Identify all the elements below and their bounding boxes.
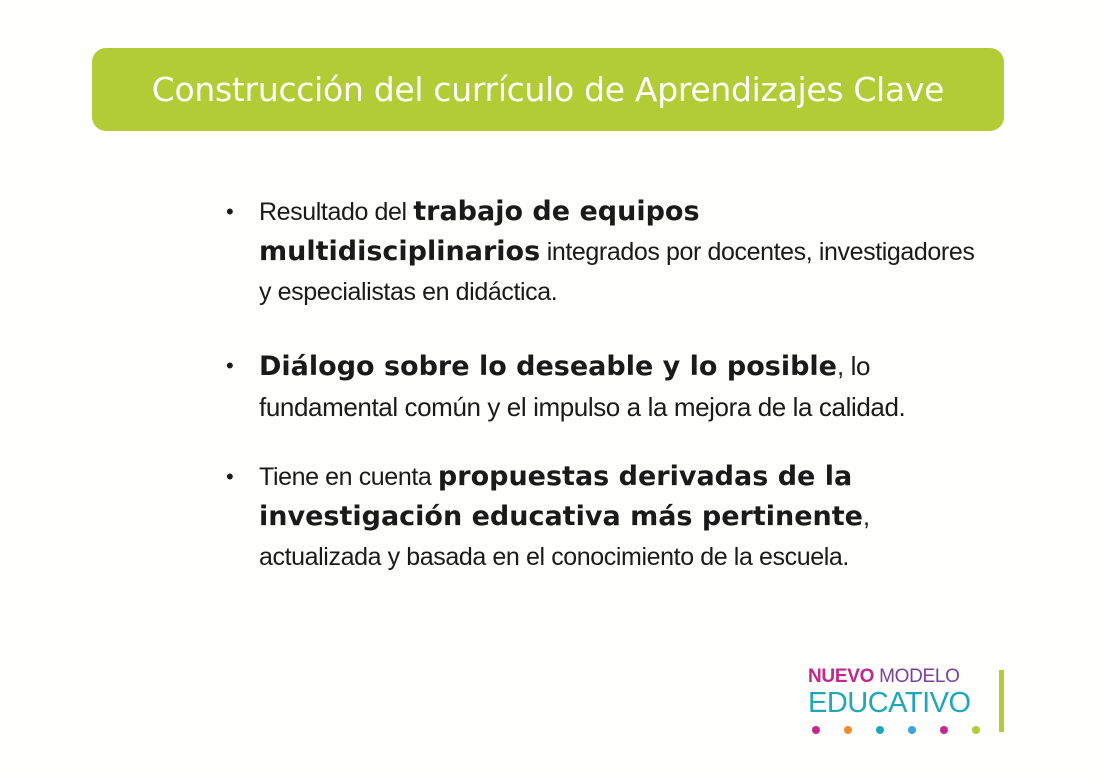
logo-dot-2 (844, 726, 852, 734)
nuevo-modelo-educativo-logo (808, 666, 1008, 740)
bullet-list (224, 192, 984, 577)
title-banner (92, 48, 1004, 131)
logo-word-modelo: MODELO (879, 666, 960, 687)
logo-dot-5 (940, 726, 948, 734)
bullet-marker: • (226, 353, 234, 378)
logo-word-nuevo: NUEVO (808, 666, 875, 687)
bullet-item-1 (224, 192, 984, 312)
logo-dot-3 (876, 726, 884, 734)
bullet-marker: • (226, 464, 234, 489)
logo-dot-1 (812, 726, 820, 734)
bullet-1-emphasis: trabajo de equipos multidisciplinarios (259, 196, 700, 267)
logo-accent-bar (999, 670, 1004, 732)
logo-word-educativo: EDUCATIVO (808, 687, 971, 719)
logo-dot-6 (972, 726, 980, 734)
bullet-3-emphasis: propuestas derivadas de la investigación educativa más pertinente (259, 461, 863, 532)
bullet-1-text-start: Resultado del (259, 198, 414, 226)
bullet-item-3 (224, 457, 984, 577)
bullet-marker: • (226, 199, 234, 224)
logo-line-1 (808, 666, 960, 688)
bullet-3-text-end: , actualizada y basada en el conocimiento de la escuela. (259, 503, 870, 571)
bullet-2-text-end: , lo fundamental común y el impulso a la mejora de la calidad. (259, 351, 906, 422)
slide-title: Construcción del currículo de Aprendizajes Clave (151, 70, 945, 109)
logo-dot-4 (908, 726, 916, 734)
bullet-3-text-start: Tiene en cuenta (259, 463, 438, 491)
logo-dots (812, 726, 980, 734)
bullet-2-emphasis: Diálogo sobre lo deseable y lo posible (259, 351, 837, 382)
bullet-1-text-end: integrados por docentes, investigadores y especialistas en didáctica. (259, 238, 975, 306)
bullet-item-2 (224, 346, 984, 427)
